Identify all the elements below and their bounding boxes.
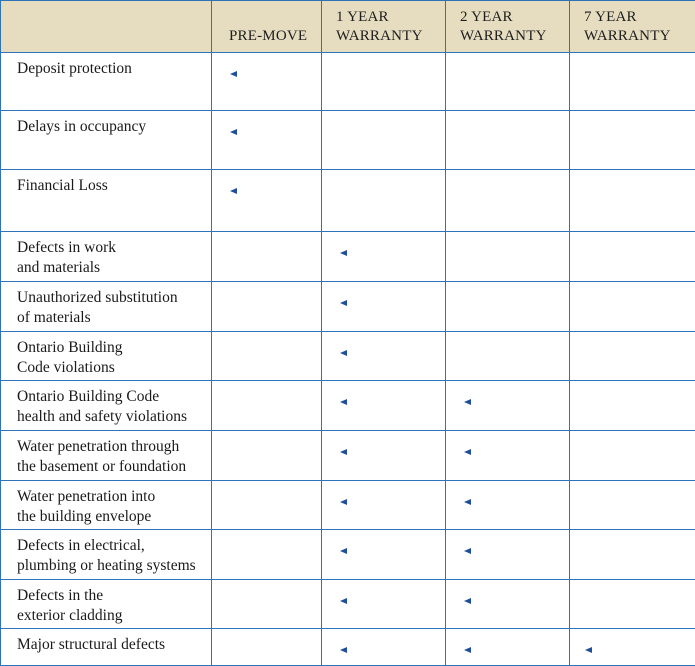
coverage-cell: [570, 431, 695, 481]
table-body: [1, 53, 695, 666]
triangle-left-icon: [230, 71, 237, 77]
coverage-cell: [322, 530, 446, 580]
coverage-cell: [446, 431, 570, 481]
row-label: Financial Loss: [1, 170, 212, 232]
coverage-cell: [322, 580, 446, 629]
coverage-cell: [322, 481, 446, 530]
row-label: Ontario Building Code violations: [1, 332, 212, 381]
row-label: Water penetration into the building envelope: [1, 481, 212, 530]
table-row: [1, 431, 695, 481]
coverage-cell: [570, 332, 695, 381]
row-label: Unauthorized substitution of materials: [1, 282, 212, 332]
coverage-cell: [570, 629, 695, 666]
coverage-cell: [446, 580, 570, 629]
coverage-cell: [212, 282, 322, 332]
coverage-cell: [446, 332, 570, 381]
coverage-cell: [570, 53, 695, 111]
coverage-cell: [570, 580, 695, 629]
table-row: [1, 481, 695, 530]
triangle-left-icon: [230, 188, 237, 194]
triangle-left-icon: [340, 499, 347, 505]
triangle-left-icon: [464, 399, 471, 405]
coverage-cell: [446, 282, 570, 332]
row-label: Major structural defects: [1, 629, 212, 666]
coverage-cell: [570, 381, 695, 431]
row-label: Ontario Building Code health and safety violations: [1, 381, 212, 431]
coverage-cell: [570, 481, 695, 530]
coverage-cell: [322, 629, 446, 666]
header-1-year-warranty: 1 YEAR WARRANTY: [322, 1, 446, 53]
triangle-left-icon: [340, 350, 347, 356]
coverage-cell: [212, 111, 322, 170]
coverage-cell: [446, 53, 570, 111]
triangle-left-icon: [585, 647, 592, 653]
coverage-cell: [322, 53, 446, 111]
coverage-cell: [322, 431, 446, 481]
coverage-cell: [446, 232, 570, 282]
coverage-cell: [570, 170, 695, 232]
coverage-cell: [212, 232, 322, 282]
row-label: Defects in work and materials: [1, 232, 212, 282]
coverage-cell: [212, 481, 322, 530]
table-row: [1, 232, 695, 282]
triangle-left-icon: [464, 499, 471, 505]
triangle-left-icon: [340, 598, 347, 604]
triangle-left-icon: [340, 449, 347, 455]
coverage-cell: [212, 530, 322, 580]
coverage-cell: [446, 530, 570, 580]
coverage-cell: [446, 629, 570, 666]
triangle-left-icon: [464, 449, 471, 455]
table-row: [1, 282, 695, 332]
coverage-cell: [322, 111, 446, 170]
triangle-left-icon: [340, 399, 347, 405]
row-label: Delays in occupancy: [1, 111, 212, 170]
coverage-cell: [212, 53, 322, 111]
table-row: [1, 629, 695, 666]
table-row: [1, 53, 695, 111]
coverage-cell: [446, 381, 570, 431]
row-label: Deposit protection: [1, 53, 212, 111]
triangle-left-icon: [464, 647, 471, 653]
coverage-cell: [570, 282, 695, 332]
coverage-cell: [446, 111, 570, 170]
coverage-cell: [322, 170, 446, 232]
triangle-left-icon: [340, 548, 347, 554]
triangle-left-icon: [340, 300, 347, 306]
coverage-cell: [322, 381, 446, 431]
triangle-left-icon: [340, 250, 347, 256]
coverage-cell: [212, 629, 322, 666]
header-pre-move: PRE-MOVE: [212, 1, 322, 53]
coverage-cell: [446, 481, 570, 530]
coverage-cell: [212, 170, 322, 232]
header-empty-cell: [1, 1, 212, 53]
coverage-cell: [570, 232, 695, 282]
header-2-year-warranty: 2 YEAR WARRANTY: [446, 1, 570, 53]
header-row: [1, 1, 695, 53]
triangle-left-icon: [340, 647, 347, 653]
coverage-cell: [322, 282, 446, 332]
table-row: [1, 111, 695, 170]
coverage-cell: [212, 431, 322, 481]
triangle-left-icon: [464, 598, 471, 604]
coverage-cell: [212, 332, 322, 381]
triangle-left-icon: [464, 548, 471, 554]
row-label: Water penetration through the basement or foundation: [1, 431, 212, 481]
row-label: Defects in the exterior cladding: [1, 580, 212, 629]
coverage-cell: [570, 530, 695, 580]
table-row: [1, 332, 695, 381]
table-row: [1, 580, 695, 629]
coverage-cell: [322, 332, 446, 381]
triangle-left-icon: [230, 129, 237, 135]
coverage-cell: [212, 580, 322, 629]
coverage-cell: [446, 170, 570, 232]
header-7-year-warranty: 7 YEAR WARRANTY: [570, 1, 695, 53]
coverage-cell: [570, 111, 695, 170]
table-row: [1, 530, 695, 580]
row-label: Defects in electrical, plumbing or heating systems: [1, 530, 212, 580]
table-row: [1, 381, 695, 431]
table-row: [1, 170, 695, 232]
coverage-cell: [212, 381, 322, 431]
coverage-cell: [322, 232, 446, 282]
